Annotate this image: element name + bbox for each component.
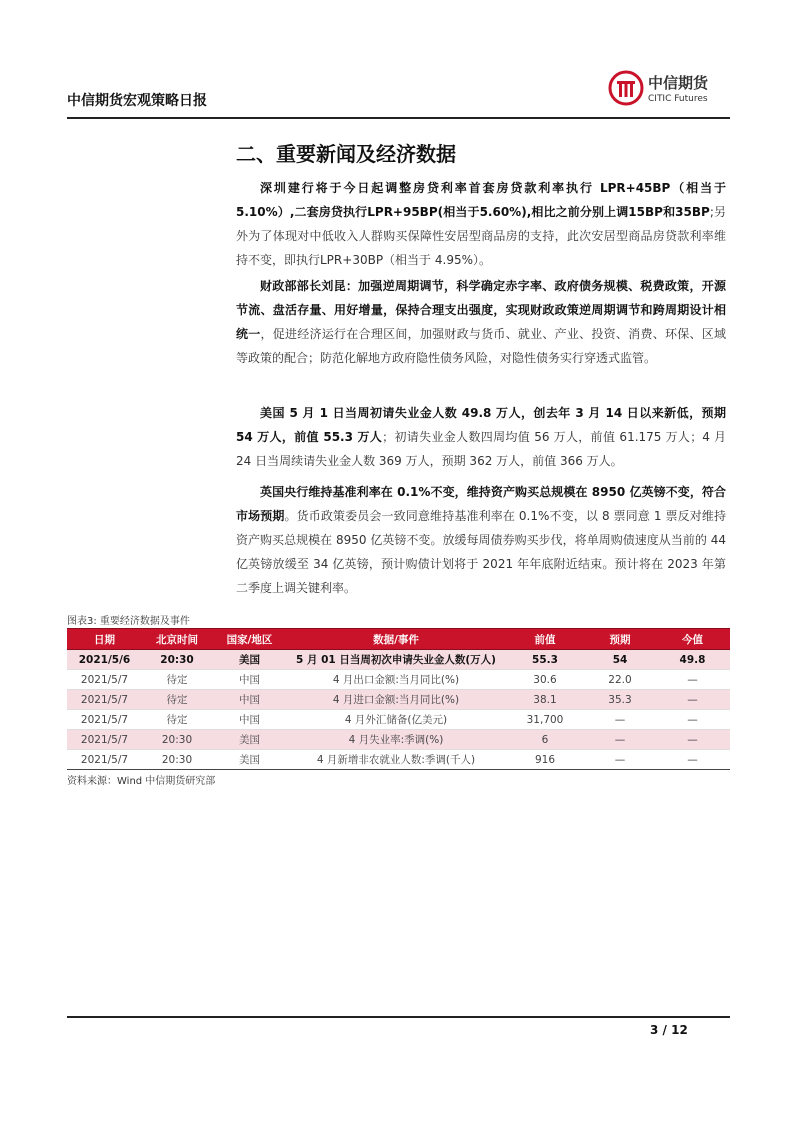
cell-time: 待定: [142, 670, 212, 690]
cell-previous: 916: [505, 750, 585, 770]
news-paragraph-2: [236, 274, 726, 370]
news-body-2: ，促进经济运行在合理区间，加强财政与货币、就业、产业、投资、消费、环保、区域等政策的配合；防范化解地方政府隐性债务风险，对隐性债务实行穿透式监管。: [236, 327, 726, 365]
cell-date: 2021/5/7: [67, 730, 142, 750]
citic-logo: [608, 70, 728, 110]
report-title: 中信期货宏观策略日报: [67, 93, 207, 109]
cell-forecast: 35.3: [585, 690, 655, 710]
table-row: [67, 710, 730, 730]
logo-chinese-name: 中信期货: [648, 74, 709, 92]
cell-region: 美国: [212, 650, 287, 670]
col-header-region: 国家/地区: [212, 629, 287, 650]
cell-date: 2021/5/7: [67, 710, 142, 730]
cell-previous: 55.3: [505, 650, 585, 670]
cell-region: 中国: [212, 710, 287, 730]
footer-divider: [67, 1016, 730, 1018]
cell-actual: —: [655, 730, 730, 750]
cell-forecast: 54: [585, 650, 655, 670]
news-headline-3: 美国 5 月 1 日当周初请失业金人数 49.8 万人，创去年 3 月 14 日以来新低，预期 54 万人，前值 55.3 万人: [236, 406, 726, 444]
col-header-forecast: 预期: [585, 629, 655, 650]
economic-data-table: [67, 628, 730, 770]
news-headline-4: 英国央行维持基准利率在 0.1%不变，维持资产购买总规模在 8950 亿英镑不变，符合市场预期: [236, 485, 726, 523]
cell-previous: 6: [505, 730, 585, 750]
cell-time: 20:30: [142, 650, 212, 670]
cell-event: 5 月 01 日当周初次申请失业金人数(万人): [287, 650, 505, 670]
cell-time: 待定: [142, 690, 212, 710]
cell-time: 20:30: [142, 730, 212, 750]
cell-event: 4 月进口金额:当月同比(%): [287, 690, 505, 710]
cell-actual: —: [655, 670, 730, 690]
cell-actual: —: [655, 710, 730, 730]
header-divider: [67, 117, 730, 119]
cell-time: 20:30: [142, 750, 212, 770]
news-paragraph-4: [236, 480, 726, 600]
cell-event: 4 月失业率:季调(%): [287, 730, 505, 750]
cell-forecast: 22.0: [585, 670, 655, 690]
news-body-1: ;另外为了体现对中低收入人群购买保障性安居型商品房的支持，此次安居型商品房贷款利率维持不变，即执行LPR+30BP（相当于 4.95%）。: [236, 205, 726, 267]
cell-time: 待定: [142, 710, 212, 730]
cell-date: 2021/5/7: [67, 690, 142, 710]
cell-actual: —: [655, 690, 730, 710]
table-header-row: [67, 629, 730, 650]
cell-region: 美国: [212, 750, 287, 770]
cell-forecast: —: [585, 730, 655, 750]
cell-region: 中国: [212, 690, 287, 710]
col-header-event: 数据/事件: [287, 629, 505, 650]
cell-region: 美国: [212, 730, 287, 750]
section-title: 二、重要新闻及经济数据: [236, 142, 456, 166]
news-paragraph-3: [236, 401, 726, 473]
news-paragraph-1: [236, 176, 726, 272]
cell-actual: 49.8: [655, 650, 730, 670]
cell-date: 2021/5/7: [67, 750, 142, 770]
table-row: [67, 670, 730, 690]
cell-forecast: —: [585, 750, 655, 770]
col-header-date: 日期: [67, 629, 142, 650]
cell-event: 4 月出口金额:当月同比(%): [287, 670, 505, 690]
news-body-4: 。货币政策委员会一致同意维持基准利率在 0.1%不变，以 8 票同意 1 票反对维持资产购买总规模在 8950 亿英镑不变。放缓每周债券购买步伐，将单周购债速度从当前的 44 亿英镑放缓至 34 亿英镑，预计购债计划将于 2021 年年底附近结束。预计将在 2023 年第二季度上调关键利率。: [236, 509, 726, 595]
col-header-actual: 今值: [655, 629, 730, 650]
cell-event: 4 月外汇储备(亿美元): [287, 710, 505, 730]
col-header-previous: 前值: [505, 629, 585, 650]
cell-forecast: —: [585, 710, 655, 730]
news-body-3: ；初请失业金人数四周均值 56 万人，前值 61.175 万人；4 月 24 日当周续请失业金人数 369 万人，预期 362 万人，前值 366 万人。: [236, 430, 727, 468]
table-row: [67, 730, 730, 750]
cell-previous: 30.6: [505, 670, 585, 690]
cell-region: 中国: [212, 670, 287, 690]
cell-date: 2021/5/7: [67, 670, 142, 690]
page-number: 3 / 12: [650, 1023, 688, 1037]
figure-caption: 图表3: 重要经济数据及事件: [67, 616, 190, 627]
logo-english-name: CITIC Futures: [648, 94, 708, 104]
cell-event: 4 月新增非农就业人数:季调(千人): [287, 750, 505, 770]
cell-previous: 31,700: [505, 710, 585, 730]
news-headline-1: 深圳建行将于今日起调整房贷利率首套房贷款利率执行 LPR+45BP（相当于5.10%）,二套房贷执行LPR+95BP(相当于5.60%),相比之前分别上调15BP和35BP: [236, 181, 726, 219]
news-headline-2: 财政部部长刘昆：加强逆周期调节，科学确定赤字率、政府债务规模、税费政策，开源节流、盘活存量、用好增量，保持合理支出强度，实现财政政策逆周期调节和跨周期设计相统一: [236, 279, 726, 341]
table-row: [67, 750, 730, 770]
cell-actual: —: [655, 750, 730, 770]
table-row: [67, 690, 730, 710]
data-source-note: 资料来源：Wind 中信期货研究部: [67, 776, 216, 787]
citic-logo-icon: [608, 70, 644, 106]
cell-previous: 38.1: [505, 690, 585, 710]
cell-date: 2021/5/6: [67, 650, 142, 670]
col-header-time: 北京时间: [142, 629, 212, 650]
table-row: [67, 650, 730, 670]
